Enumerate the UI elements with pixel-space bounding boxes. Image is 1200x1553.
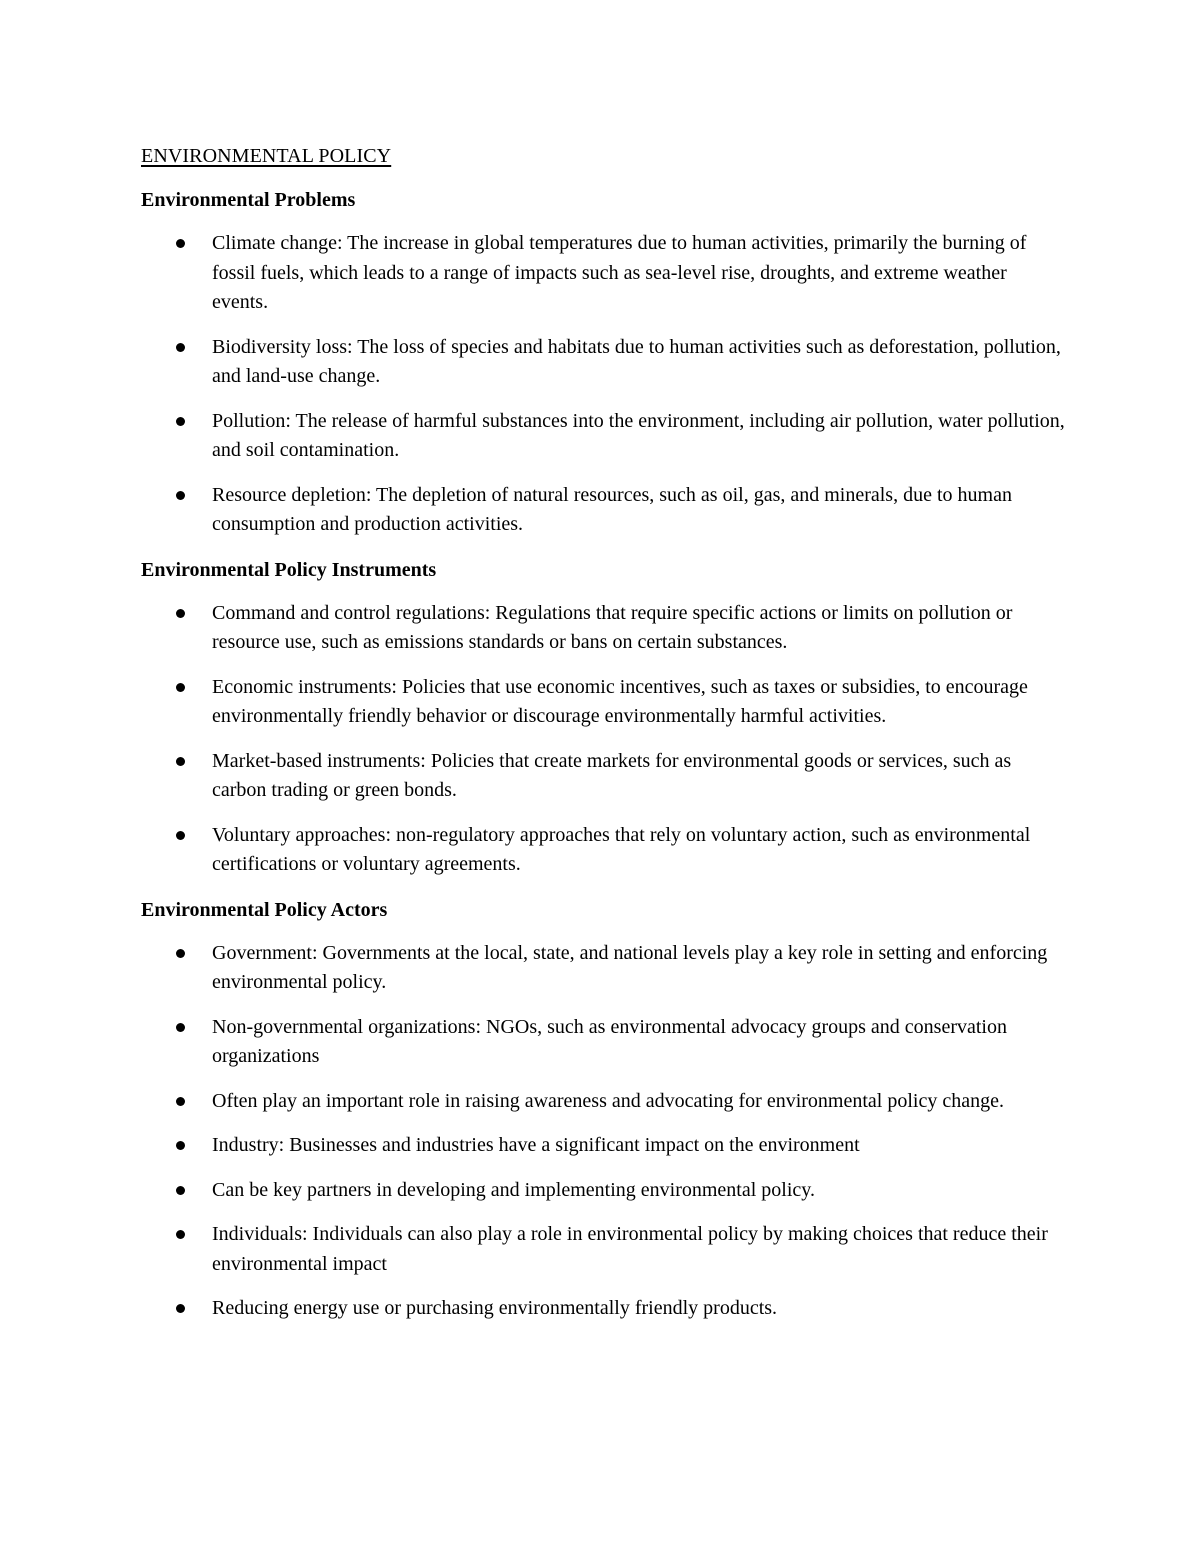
list-item <box>141 1131 1066 1161</box>
bullet-icon <box>176 757 185 766</box>
list-item <box>141 747 1066 806</box>
bullet-icon <box>176 343 185 352</box>
list-item <box>141 229 1066 318</box>
list-item <box>141 1087 1066 1117</box>
bullet-icon <box>176 1186 185 1195</box>
bullet-icon <box>176 1023 185 1032</box>
list-item-text: Reducing energy use or purchasing environmentally friendly products. <box>212 1297 778 1319</box>
section-heading-environmental-problems: Environmental Problems <box>141 189 356 211</box>
list-item <box>141 821 1066 880</box>
section-heading-environmental-policy-actors: Environmental Policy Actors <box>141 898 388 921</box>
bullet-icon <box>176 239 185 248</box>
list-item-text: Often play an important role in raising awareness and advocating for environmental policy change. <box>212 1089 1004 1112</box>
bullet-icon <box>176 417 185 426</box>
list-item <box>141 1294 1066 1324</box>
list-item-text: Biodiversity loss: The loss of species and habitats due to human activities such as deforestation, pollution, and land-use change. <box>212 335 1061 387</box>
list-item <box>141 673 1066 732</box>
list-item-text: Command and control regulations: Regulations that require specific actions or limits on pollution or resource use, such as emissions standards or bans on certain substances. <box>212 601 1013 653</box>
list-item-text: Industry: Businesses and industries have a significant impact on the environment <box>212 1134 860 1156</box>
document-title: ENVIRONMENTAL POLICY <box>141 145 392 167</box>
list-item <box>141 599 1066 658</box>
list-item-text: Pollution: The release of harmful substances into the environment, including air pollution, water pollution, and soil contamination. <box>212 409 1065 461</box>
section-heading-environmental-policy-instruments: Environmental Policy Instruments <box>141 558 437 581</box>
bullet-icon <box>176 609 185 618</box>
bullet-list-environmental-policy-instruments <box>141 599 1066 880</box>
list-item <box>141 333 1066 392</box>
bullet-icon <box>176 683 185 692</box>
bullet-icon <box>176 491 185 500</box>
bullet-icon <box>176 949 185 958</box>
bullet-icon <box>176 1230 185 1239</box>
list-item-text: Resource depletion: The depletion of natural resources, such as oil, gas, and minerals, due to human consumption and production activities. <box>212 483 1012 535</box>
list-item <box>141 481 1066 540</box>
list-item-text: Government: Governments at the local, state, and national levels play a key role in setting and enforcing environmental policy. <box>212 941 1048 993</box>
bullet-icon <box>176 1304 185 1313</box>
list-item-text: Market-based instruments: Policies that create markets for environmental goods or services, such as carbon trading or green bonds. <box>212 749 1012 801</box>
list-item-text: Can be key partners in developing and implementing environmental policy. <box>212 1178 815 1201</box>
list-item-text: Non-governmental organizations: NGOs, such as environmental advocacy groups and conservation organizations <box>212 1015 1007 1067</box>
list-item-text: Individuals: Individuals can also play a role in environmental policy by making choices that reduce their environmental impact <box>212 1223 1048 1275</box>
bullet-icon <box>176 1097 185 1106</box>
bullet-list-environmental-policy-actors <box>141 939 1066 1324</box>
bullet-list-environmental-problems <box>141 229 1066 540</box>
list-item <box>141 1176 1066 1206</box>
bullet-icon <box>176 831 185 840</box>
list-item-text: Economic instruments: Policies that use economic incentives, such as taxes or subsidies, to encourage environmentally friendly behavior or discourage environmentally harmful activities. <box>212 675 1028 727</box>
bullet-icon <box>176 1141 185 1150</box>
list-item <box>141 407 1066 466</box>
list-item <box>141 939 1066 998</box>
list-item <box>141 1220 1066 1279</box>
list-item-text: Climate change: The increase in global temperatures due to human activities, primarily the burning of fossil fuels, which leads to a range of impacts such as sea-level rise, droughts, and extreme weather events. <box>212 232 1027 313</box>
list-item <box>141 1013 1066 1072</box>
document-body <box>141 141 1066 1339</box>
list-item-text: Voluntary approaches: non-regulatory approaches that rely on voluntary action, such as environmental certifications or voluntary agreements. <box>212 823 1031 875</box>
